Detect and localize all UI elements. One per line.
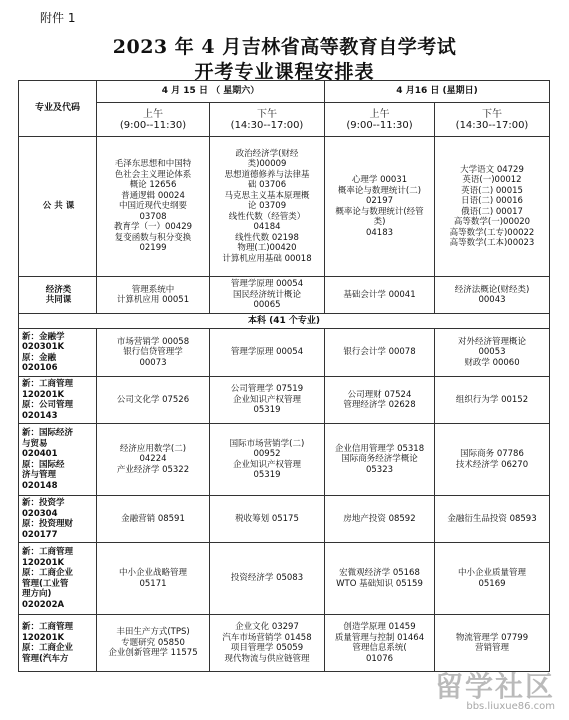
table-row bbox=[19, 424, 550, 496]
cell-d1-am: 毛泽东思想和中国特 色社会主义理论体系 概论 12656 普通逻辑 00024 中国近现代史纲要 03708 教育学（一）00429 复变函数与积分变换 02199 bbox=[97, 137, 210, 277]
day2-header: 4 月16 日 (星期日) bbox=[325, 81, 550, 103]
day1-am-header: 上午 (9:00--11:30) bbox=[97, 103, 210, 137]
cell-d2-pm: 国际商务 07786 技术经济学 06270 bbox=[435, 424, 550, 496]
table-row bbox=[19, 496, 550, 543]
cell-d1-am: 丰田生产方式(TPS) 专题研究 05850 企业创新管理学 11575 bbox=[97, 615, 210, 672]
table-row bbox=[19, 137, 550, 277]
cell-d1-am: 金融营销 08591 bbox=[97, 496, 210, 543]
row-label: 新：工商管理 120201K 原：公司管理 020143 bbox=[19, 377, 97, 424]
cell-d1-am: 管理系统中 计算机应用 00051 bbox=[97, 277, 210, 314]
cell-d2-pm: 组织行为学 00152 bbox=[435, 377, 550, 424]
cell-d1-am: 公司文化学 07526 bbox=[97, 377, 210, 424]
cell-d1-pm: 国际市场营销学(二) 00952 企业知识产权管理 05319 bbox=[210, 424, 325, 496]
cell-d1-am: 经济应用数学(二) 04224 产业经济学 05322 bbox=[97, 424, 210, 496]
row-label: 新：国际经济 与贸易 020401 原：国际经 济与管理 020148 bbox=[19, 424, 97, 496]
cell-d2-pm: 中小企业质量管理 05169 bbox=[435, 543, 550, 615]
cell-d1-pm: 税收筹划 05175 bbox=[210, 496, 325, 543]
day1-pm-header: 下午 (14:30--17:00) bbox=[210, 103, 325, 137]
cell-d2-pm: 经济法概论(财经类) 00043 bbox=[435, 277, 550, 314]
schedule-table bbox=[18, 80, 550, 672]
row-label: 新：工商管理 120201K 原：工商企业 管理(工业管 理方向) 020202A bbox=[19, 543, 97, 615]
table-row bbox=[19, 543, 550, 615]
row-label: 公 共 课 bbox=[19, 137, 97, 277]
cell-d1-pm: 管理学原理 00054 国民经济统计概论 00065 bbox=[210, 277, 325, 314]
cell-d1-pm: 公司管理学 07519 企业知识产权管理 05319 bbox=[210, 377, 325, 424]
page-title: 2023 年 4 月吉林省高等教育自学考试 bbox=[112, 36, 457, 58]
day2-am-header: 上午 (9:00--11:30) bbox=[325, 103, 435, 137]
cell-d2-pm: 对外经济管理概论 00053 财政学 00060 bbox=[435, 329, 550, 377]
row-label: 经济类 共同课 bbox=[19, 277, 97, 314]
row-label: 新：投资学 020304 原：投资理财 020177 bbox=[19, 496, 97, 543]
row-label: 新：工商管理 120201K 原：工商企业 管理(汽车方 bbox=[19, 615, 97, 672]
cell-d1-pm: 管理学原理 00054 bbox=[210, 329, 325, 377]
watermark bbox=[435, 665, 555, 712]
cell-d2-pm: 大学语文 04729 英语(一)00012 英语(二) 00015 日语(二) 00016 俄语(二) 00017 高等数学(一)00020 高等数学(工专)00022 高等数学(工本)00023 bbox=[435, 137, 550, 277]
major-header: 专业及代码 bbox=[19, 81, 97, 137]
cell-d1-pm: 企业文化 03297 汽车市场营销学 01458 项目管理学 05059 现代物流与供应链管理 bbox=[210, 615, 325, 672]
cell-d2-am: 创造学原理 01459 质量管理与控制 01464 管理信息系统( 01076 bbox=[325, 615, 435, 672]
page-subtitle: 开考专业课程安排表 bbox=[194, 61, 375, 83]
section-row bbox=[19, 314, 550, 329]
day2-pm-header: 下午 (14:30--17:00) bbox=[435, 103, 550, 137]
day1-header: 4 月 15 日 （ 星期六） bbox=[97, 81, 325, 103]
section-heading: 本科 (41 个专业) bbox=[19, 314, 550, 329]
cell-d2-am: 银行会计学 00078 bbox=[325, 329, 435, 377]
cell-d2-pm: 物流管理学 07799 营销管理 bbox=[435, 615, 550, 672]
table-row bbox=[19, 329, 550, 377]
attachment-label: 附件 1 bbox=[40, 11, 76, 25]
cell-d2-am: 基础会计学 00041 bbox=[325, 277, 435, 314]
table-row bbox=[19, 615, 550, 672]
cell-d2-am: 宏微观经济学 05168 WTO 基础知识 05159 bbox=[325, 543, 435, 615]
cell-d2-pm: 金融衍生品投资 08593 bbox=[435, 496, 550, 543]
watermark-url: bbs.liuxue86.com bbox=[466, 701, 555, 712]
row-label: 新：金融学 020301K 原：金融 020106 bbox=[19, 329, 97, 377]
cell-d2-am: 心理学 00031 概率论与数理统计(二) 02197 概率论与数理统计(经管 类) 04183 bbox=[325, 137, 435, 277]
table-row bbox=[19, 277, 550, 314]
cell-d1-am: 中小企业战略管理 05171 bbox=[97, 543, 210, 615]
cell-d1-pm: 政治经济学(财经 类)00009 思想道德修养与法律基 础 03706 马克思主义基本原理概 论 03709 线性代数（经管类） 04184 线性代数 02198 物理(工)00420 计算机应用基础 00018 bbox=[210, 137, 325, 277]
cell-d1-am: 市场营销学 00058 银行信贷管理学 00073 bbox=[97, 329, 210, 377]
watermark-logo-text: 留学社区 bbox=[434, 670, 555, 703]
cell-d1-pm: 投资经济学 05083 bbox=[210, 543, 325, 615]
cell-d2-am: 房地产投资 08592 bbox=[325, 496, 435, 543]
table-row bbox=[19, 377, 550, 424]
cell-d2-am: 公司理财 07524 管理经济学 02628 bbox=[325, 377, 435, 424]
cell-d2-am: 企业信用管理学 05318 国际商务经济学概论 05323 bbox=[325, 424, 435, 496]
